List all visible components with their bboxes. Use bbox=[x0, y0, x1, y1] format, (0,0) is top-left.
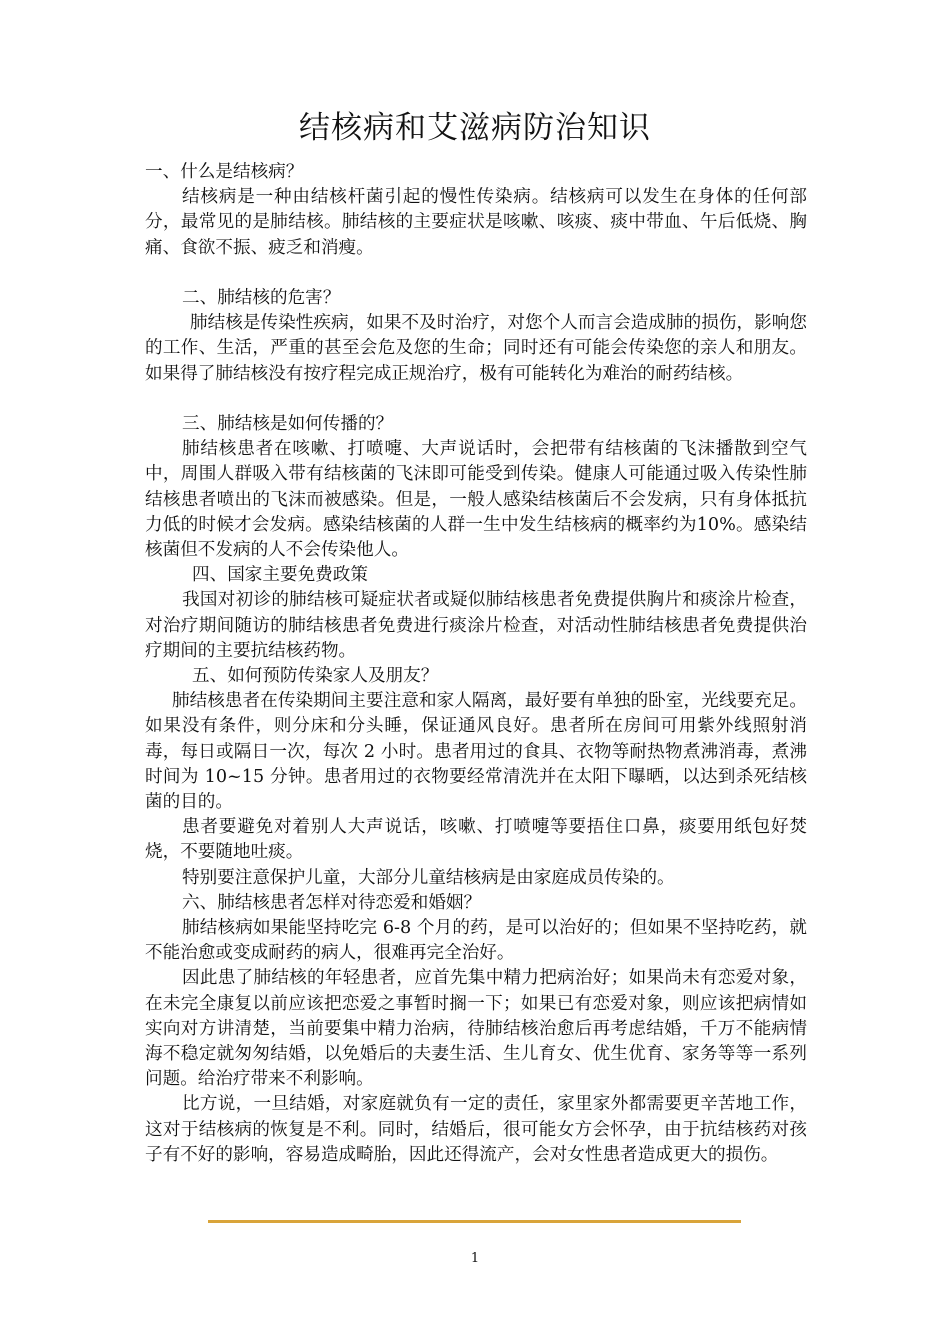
paragraph: 肺结核是传染性疾病，如果不及时治疗，对您个人而言会造成肺的损伤，影响您的工作、生活，严重的甚至会危及您的生命；同时还有可能会传染您的亲人和朋友。如果得了肺结核没有按疗程完成正规治疗，极有可能转化为难治的耐药结核。 bbox=[145, 313, 807, 384]
section-heading: 三、肺结核是如何传播的？ bbox=[182, 414, 394, 434]
paragraph: 比方说，一旦结婚，对家庭就负有一定的责任，家里家外都需要更辛苦地工作，这对于结核病的恢复是不利。同时，结婚后，很可能女方会怀孕，由于抗结核药对孩子有不好的影响，容易造成畸胎，因此还得流产，会对女性患者造成更大的损伤。 bbox=[145, 1094, 807, 1165]
document-title: 结核病和艾滋病防治知识 bbox=[299, 110, 651, 146]
paragraph: 患者要避免对着别人大声说话，咳嗽、打喷嚏等要捂住口鼻，痰要用纸包好焚烧，不要随地吐痰。 bbox=[145, 817, 807, 863]
section-heading: 五、如何预防传染家人及朋友？ bbox=[192, 666, 439, 687]
paragraph: 肺结核患者在传染期间主要注意和家人隔离，最好要有单独的卧室，光线要充足。如果没有条件，则分床和分头睡，保证通风良好。患者所在房间可用紫外线照射消毒，每日或隔日一次，每次 2 小时。患者用过的食具、衣物等耐热物煮沸消毒，煮沸时间为 10~15 分钟。患者用过的衣物要经常清洗并在太阳下曝晒，以达到杀死结核菌的目的。 bbox=[145, 691, 807, 813]
paragraph: 因此患了肺结核的年轻患者，应首先集中精力把病治好；如果尚未有恋爱对象，在未完全康复以前应该把恋爱之事暂时搁一下；如果已有恋爱对象，则应该把病情如实向对方讲清楚，当前要集中精力治病，待肺结核治愈后再考虑结婚，千万不能病情海不稳定就匆匆结婚，以免婚后的夫妻生活、生儿育女、优生优育、家务等等一系列问题。给治疗带来不利影响。 bbox=[145, 968, 807, 1090]
footer-rule bbox=[208, 1220, 741, 1223]
paragraph: 结核病是一种由结核杆菌引起的慢性传染病。结核病可以发生在身体的任何部分，最常见的是肺结核。肺结核的主要症状是咳嗽、咳痰、痰中带血、午后低烧、胸痛、食欲不振、疲乏和消瘦。 bbox=[145, 187, 807, 258]
section-heading: 六、肺结核患者怎样对待恋爱和婚姻？ bbox=[182, 892, 482, 913]
paragraph: 特别要注意保护儿童，大部分儿童结核病是由家庭成员传染的。 bbox=[182, 867, 675, 888]
document-body bbox=[145, 160, 807, 1168]
paragraph: 肺结核病如果能坚持吃完 6-8 个月的药，是可以治好的；但如果不坚持吃药，就不能治愈或变成耐药的病人，很难再完全治好。 bbox=[145, 918, 807, 964]
paragraph: 肺结核患者在咳嗽、打喷嚏、大声说话时，会把带有结核菌的飞沫播散到空气中，周围人群吸入带有结核菌的飞沫即可能受到传染。健康人可能通过吸入传染性肺结核患者喷出的飞沫而被感染。但是，一般人感染结核菌后不会发病，只有身体抵抗力低的时候才会发病。感染结核菌的人群一生中发生结核病的概率约为10%。感染结核菌但不发病的人不会传染他人。 bbox=[145, 439, 807, 561]
paragraph: 我国对初诊的肺结核可疑症状者或疑似肺结核患者免费提供胸片和痰涂片检查，对治疗期间随访的肺结核患者免费进行痰涂片检查，对活动性肺结核患者免费提供治疗期间的主要抗结核药物。 bbox=[145, 590, 807, 661]
section-heading: 四、国家主要免费政策 bbox=[192, 565, 368, 586]
page-number: 1 bbox=[470, 1251, 480, 1266]
section-heading: 二、肺结核的危害？ bbox=[182, 288, 341, 308]
section-heading: 一、什么是结核病？ bbox=[145, 162, 304, 182]
